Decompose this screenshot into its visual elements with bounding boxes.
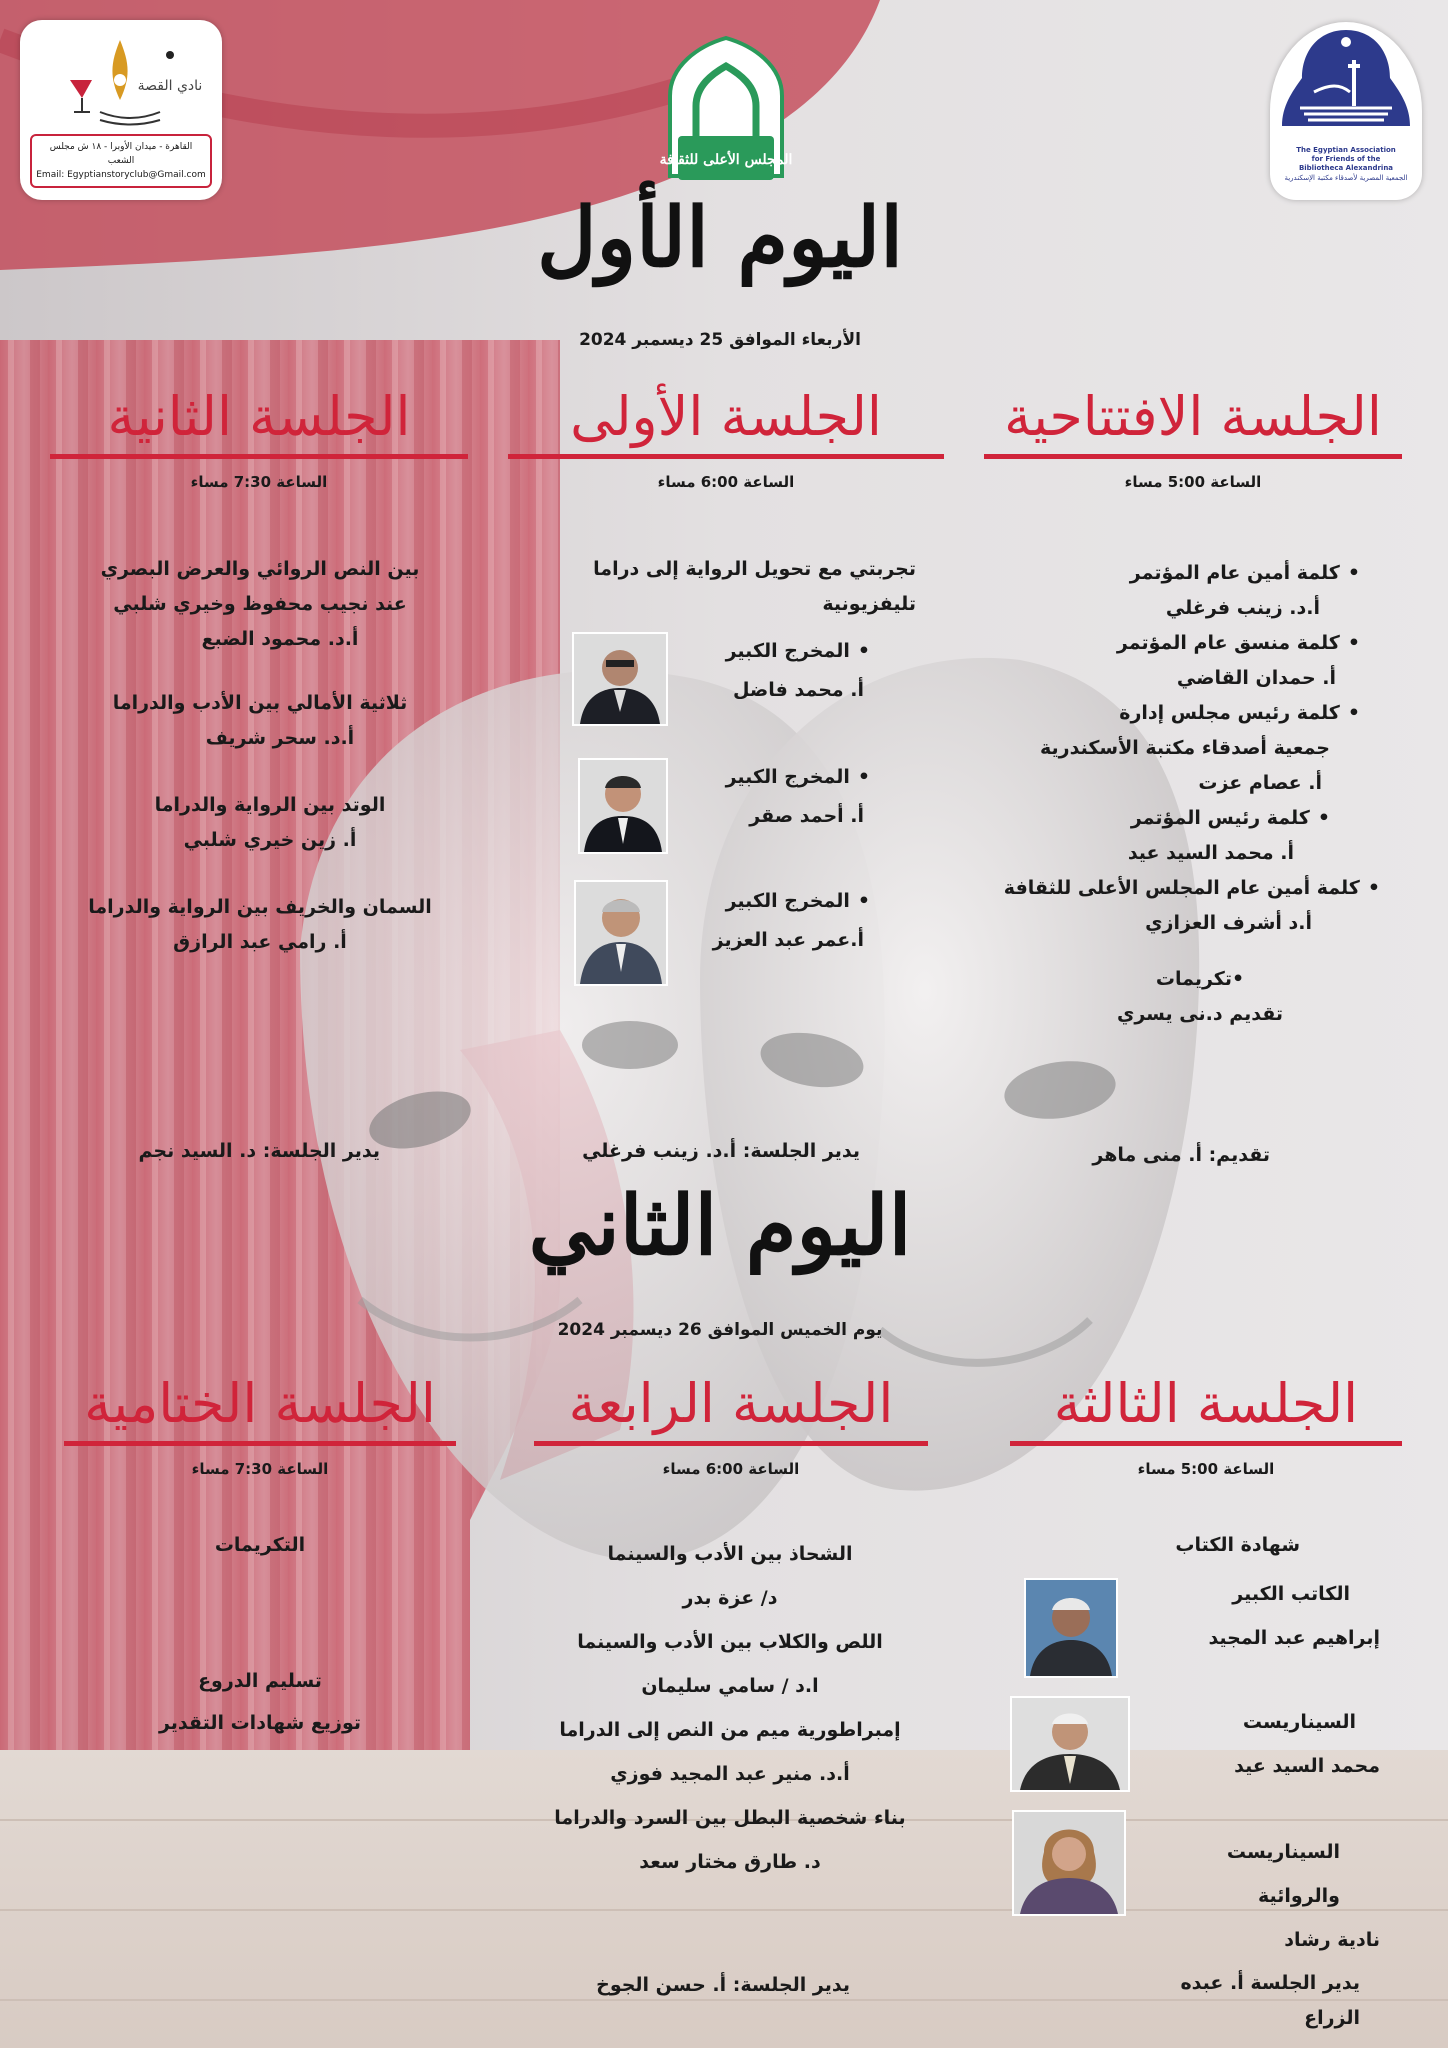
speaker-photo [572, 632, 668, 726]
bibalex-friends-logo [1270, 22, 1422, 200]
bibalex-friends-name-ar: الجمعية المصرية لأصدقاء مكتبة الإسكندرية [1284, 174, 1408, 182]
fourth-talk-speaker: د. طارق مختار سعد [639, 1851, 821, 1873]
first-speaker [680, 884, 870, 958]
second-talk [70, 552, 450, 657]
first-session-time: الساعة 6:00 مساء [657, 473, 795, 491]
first-session-moderator: يدير الجلسة: أ.د. زينب فرغلي [582, 1140, 860, 1162]
supreme-council-logo [648, 36, 804, 186]
third-speaker-name: إبراهيم عبد المجيد [1208, 1627, 1380, 1649]
fourth-talk-title: اللص والكلاب بين الأدب والسينما [577, 1631, 883, 1653]
story-club-emblem [20, 20, 222, 130]
third-speaker-role: الكاتب الكبير [1232, 1583, 1350, 1605]
third-speaker [1160, 1700, 1380, 1788]
third-speaker-name: محمد السيد عيد [1234, 1755, 1380, 1777]
day2-title: اليوم الثاني [528, 1178, 912, 1274]
opening-honors-title: •تكريمات [1155, 968, 1245, 990]
fourth-talk-title: بناء شخصية البطل بين السرد والدراما [554, 1807, 906, 1829]
closing-session [64, 1372, 456, 1478]
fourth-talk-title: إمبراطورية ميم من النص إلى الدراما [559, 1719, 901, 1741]
fourth-session-rule [534, 1441, 928, 1446]
first-speaker-name: أ. أحمد صقر [749, 805, 864, 827]
opening-session-time: الساعة 5:00 مساء [1124, 473, 1262, 491]
third-session-moderator: يدير الجلسة أ. عبده الزراع [1180, 1972, 1360, 2029]
third-speaker-name: نادية رشاد [1284, 1929, 1380, 1951]
bibalex-friends-emblem [1270, 22, 1422, 142]
speaker-photo [574, 880, 668, 986]
story-club-address: القاهرة - ميدان الأوبرا - ١٨ ش مجلس الشعب [49, 142, 193, 166]
opening-item-role-cont: جمعية أصدقاء مكتبة الأسكندرية [1040, 737, 1330, 759]
opening-item-name: أ.د أشرف العزازي [1145, 912, 1312, 934]
second-talk-line: عند نجيب محفوظ وخيري شلبي [113, 593, 407, 615]
fourth-talk-title: الشحاذ بين الأدب والسينما [607, 1543, 853, 1565]
speaker-photo [578, 758, 668, 854]
opening-honors-by: تقديم د.نى يسري [1116, 1003, 1284, 1025]
fourth-talk-speaker: أ.د. منير عبد المجيد فوزي [610, 1763, 850, 1785]
third-speaker [1160, 1572, 1380, 1660]
second-talk-line: الوتد بين الرواية والدراما [154, 794, 386, 816]
third-session [1010, 1372, 1402, 1478]
opening-session-rule [984, 454, 1402, 459]
second-talk-line: السمان والخريف بين الرواية والدراما [88, 896, 432, 918]
first-session-rule [508, 454, 944, 459]
second-talk-line: أ. زين خيري شلبي [183, 829, 357, 851]
speaker-photo [1024, 1578, 1118, 1678]
opening-item-name: أ.د. زينب فرغلي [1165, 597, 1320, 619]
story-club-name: نادي القصة [137, 78, 203, 94]
second-talk [70, 686, 450, 756]
first-speaker [680, 634, 870, 708]
day2-date: يوم الخميس الموافق 26 ديسمبر 2024 [557, 1320, 883, 1340]
speaker-photo [1012, 1810, 1126, 1916]
third-speaker-role: السيناريست [1242, 1711, 1356, 1733]
day1-date: الأربعاء الموافق 25 ديسمبر 2024 [579, 330, 861, 350]
opening-honors-label: تكريمات [1155, 968, 1232, 990]
first-speaker-role: • المخرج الكبير [680, 760, 870, 795]
first-speaker-name: أ.عمر عبد العزيز [712, 929, 864, 951]
opening-item-name: أ. محمد السيد عيد [1127, 842, 1294, 864]
opening-item-role: • كلمة منسق عام المؤتمر [1000, 626, 1380, 661]
second-talk-line: أ.د. سحر شريف [205, 727, 355, 749]
supreme-council-emblem [648, 36, 804, 186]
first-speaker [680, 760, 870, 834]
closing-session-rule [64, 1441, 456, 1446]
speaker-photo [1010, 1696, 1130, 1792]
second-session-rule [50, 454, 468, 459]
first-speaker-role: • المخرج الكبير [680, 884, 870, 919]
story-club-contact [30, 134, 212, 188]
third-session-heading: شهادة الكتاب [1175, 1534, 1300, 1556]
second-talk-line: بين النص الروائي والعرض البصري [100, 558, 420, 580]
third-session-rule [1010, 1441, 1402, 1446]
opening-honors [1080, 962, 1320, 1032]
second-session-title: الجلسة الثانية [107, 385, 411, 448]
first-session [508, 385, 944, 491]
second-talk-line: أ. رامي عبد الرازق [173, 931, 347, 953]
second-talk [70, 890, 450, 960]
first-speaker-name: أ. محمد فاضل [732, 679, 864, 701]
story-club-email: Email: Egyptianstoryclub@Gmail.com [36, 170, 206, 180]
first-speaker-role: • المخرج الكبير [680, 634, 870, 669]
day1-title: اليوم الأول [536, 190, 904, 286]
first-session-title: الجلسة الأولى [570, 385, 882, 448]
second-session [50, 385, 468, 491]
second-talk-line: أ.د. محمود الضبع [201, 628, 359, 650]
second-session-moderator: يدير الجلسة: د. السيد نجم [138, 1140, 380, 1162]
opening-item-role: • كلمة رئيس مجلس إدارة [1000, 696, 1380, 731]
second-talk-line: ثلاثية الأمالي بين الأدب والدراما [112, 692, 408, 714]
closing-certificates: توزيع شهادات التقدير [158, 1712, 362, 1734]
opening-item-name: أ. حمدان القاضي [1176, 667, 1336, 689]
closing-shields: تسليم الدروع [198, 1670, 322, 1692]
opening-session [984, 385, 1402, 491]
opening-item-role: • كلمة رئيس المؤتمر [1000, 801, 1380, 836]
fourth-talk-speaker: ا.د / سامي سليمان [641, 1675, 819, 1697]
opening-item-role: • كلمة أمين عام المؤتمر [1000, 556, 1380, 591]
closing-honors: التكريمات [214, 1534, 306, 1556]
fourth-talk-speaker: د/ عزة بدر [682, 1587, 778, 1609]
fourth-session [534, 1372, 928, 1478]
third-session-time: الساعة 5:00 مساء [1137, 1460, 1275, 1478]
opening-speaker-list [1000, 556, 1380, 941]
third-speaker [1140, 1830, 1380, 1962]
fourth-session-talks [540, 1532, 920, 1884]
opening-item-role: • كلمة أمين عام المجلس الأعلى للثقافة [1000, 871, 1380, 906]
bibalex-friends-name-en: The Egyptian Association for Friends of the Bibliotheca Alexandrina [1296, 146, 1396, 172]
second-session-time: الساعة 7:30 مساء [190, 473, 328, 491]
third-session-title: الجلسة الثالثة [1053, 1372, 1359, 1435]
closing-items [120, 1660, 400, 1744]
story-club-logo [20, 20, 222, 200]
first-session-topic: تجربتي مع تحويل الرواية إلى دراما تليفزيونية [593, 558, 916, 615]
fourth-session-moderator: يدير الجلسة: أ. حسن الجوخ [596, 1974, 850, 1996]
opening-item-name: أ. عصام عزت [1198, 772, 1322, 794]
supreme-council-name: المجلس الأعلى للثقافة [659, 152, 793, 168]
closing-session-title: الجلسة الختامية [84, 1372, 436, 1435]
opening-presenter: تقديم: أ. منى ماهر [1092, 1144, 1270, 1166]
closing-session-time: الساعة 7:30 مساء [191, 1460, 329, 1478]
opening-session-title: الجلسة الافتتاحية [1004, 385, 1382, 448]
third-speaker-role: السيناريست والروائية [1226, 1841, 1340, 1907]
fourth-session-title: الجلسة الرابعة [568, 1372, 894, 1435]
fourth-session-time: الساعة 6:00 مساء [662, 1460, 800, 1478]
second-talk [70, 788, 450, 858]
